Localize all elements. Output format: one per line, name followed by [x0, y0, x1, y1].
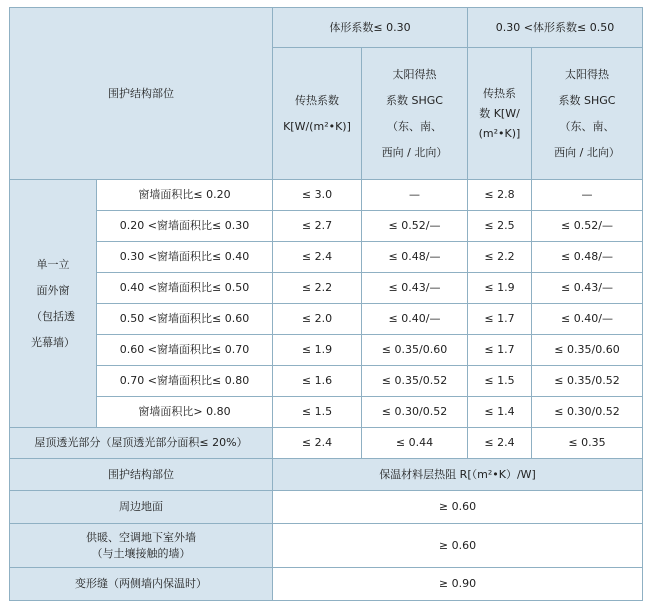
k2-cell: ≤ 1.9: [468, 273, 532, 304]
range-cell: 0.60 <窗墙面积比≤ 0.70: [97, 335, 273, 366]
window-label-line: 光幕墙）: [31, 335, 75, 349]
window-label: [10, 180, 97, 428]
s1-cell: ≤ 0.40/—: [362, 304, 468, 335]
insulation-row-label: [10, 524, 273, 568]
k2-cell: ≤ 1.7: [468, 335, 532, 366]
envelope-requirements-table: [9, 7, 643, 601]
s1-cell: ≤ 0.30/0.52: [362, 397, 468, 428]
header-shgc-2-line: 太阳得热: [565, 67, 609, 81]
insulation-row-value: ≥ 0.90: [273, 568, 643, 601]
header-group-2: 0.30 <体形系数≤ 0.50: [468, 8, 643, 48]
k1-cell: ≤ 2.2: [273, 273, 362, 304]
k2-cell: ≤ 2.8: [468, 180, 532, 211]
range-cell: 窗墙面积比> 0.80: [97, 397, 273, 428]
s2-cell: ≤ 0.30/0.52: [532, 397, 643, 428]
s2-cell: ≤ 0.52/—: [532, 211, 643, 242]
table-row: [10, 211, 643, 242]
roof-label: 屋顶透光部分（屋顶透光部分面积≤ 20%）: [10, 428, 273, 459]
s2-cell: ≤ 0.35/0.52: [532, 366, 643, 397]
table-row: [10, 524, 643, 568]
header-shgc-2-line: 西向 / 北向）: [554, 145, 620, 159]
range-cell: 0.50 <窗墙面积比≤ 0.60: [97, 304, 273, 335]
roof-k1: ≤ 2.4: [273, 428, 362, 459]
k2-cell: ≤ 1.5: [468, 366, 532, 397]
header-shgc-1-line: 系数 SHGC: [386, 93, 443, 107]
header-shgc-1-line: 西向 / 北向）: [381, 145, 448, 159]
insulation-part-label: 围护结构部位: [10, 459, 273, 491]
range-cell: 0.20 <窗墙面积比≤ 0.30: [97, 211, 273, 242]
table-row: [10, 568, 643, 601]
insulation-row-value: ≥ 0.60: [273, 491, 643, 524]
s1-cell: ≤ 0.52/—: [362, 211, 468, 242]
window-label-line: （包括透: [31, 309, 75, 323]
table-row: [10, 397, 643, 428]
k2-cell: ≤ 1.4: [468, 397, 532, 428]
table-row: [10, 273, 643, 304]
insulation-r-label: 保温材料层热阻 R[（m²•K）/W]: [273, 459, 643, 491]
k1-cell: ≤ 2.0: [273, 304, 362, 335]
roof-k2: ≤ 2.4: [468, 428, 532, 459]
roof-s1: ≤ 0.44: [362, 428, 468, 459]
window-label-line: 面外窗: [36, 283, 70, 297]
k1-cell: ≤ 1.9: [273, 335, 362, 366]
header-k-1: [273, 48, 362, 180]
roof-s2: ≤ 0.35: [532, 428, 643, 459]
header-k-2-line: (m²•K)]: [478, 126, 521, 140]
s2-cell: ≤ 0.43/—: [532, 273, 643, 304]
table-row: [10, 304, 643, 335]
k2-cell: ≤ 1.7: [468, 304, 532, 335]
insulation-row-label: 变形缝（两侧墙内保温时）: [10, 568, 273, 601]
table-row: [10, 180, 643, 211]
k1-cell: ≤ 1.6: [273, 366, 362, 397]
header-k-2: [468, 48, 532, 180]
header-k-1-line: K[W/(m²•K)]: [283, 119, 351, 133]
header-k-2-line: 传热系: [483, 86, 516, 100]
range-cell: 0.40 <窗墙面积比≤ 0.50: [97, 273, 273, 304]
table-row: [10, 491, 643, 524]
table-row: [10, 242, 643, 273]
header-k-2-line: 数 K[W/: [479, 106, 520, 120]
header-k-1-line: 传热系数: [295, 93, 339, 107]
range-cell: 0.70 <窗墙面积比≤ 0.80: [97, 366, 273, 397]
s1-cell: ≤ 0.48/—: [362, 242, 468, 273]
k1-cell: ≤ 3.0: [273, 180, 362, 211]
table-row: [10, 335, 643, 366]
insulation-row-label-text: 供暖、空调地下室外墙 （与土壤接触的墙）: [86, 530, 196, 560]
s1-cell: ≤ 0.43/—: [362, 273, 468, 304]
range-cell: 0.30 <窗墙面积比≤ 0.40: [97, 242, 273, 273]
s1-cell: ≤ 0.35/0.60: [362, 335, 468, 366]
s2-cell: ≤ 0.48/—: [532, 242, 643, 273]
insulation-row-label: 周边地面: [10, 491, 273, 524]
s2-cell: ≤ 0.35/0.60: [532, 335, 643, 366]
header-shgc-1: [362, 48, 468, 180]
s1-cell: ≤ 0.35/0.52: [362, 366, 468, 397]
table-row: [10, 366, 643, 397]
header-shgc-2-line: 系数 SHGC: [558, 93, 616, 107]
header-shgc-1-line: （东、南、: [387, 119, 442, 133]
table-row: [10, 428, 643, 459]
table-wrapper: [9, 7, 643, 601]
window-label-line: 单一立: [36, 257, 70, 271]
table-row: [10, 459, 643, 491]
k1-cell: ≤ 1.5: [273, 397, 362, 428]
k1-cell: ≤ 2.7: [273, 211, 362, 242]
header-shgc-2: [532, 48, 643, 180]
header-group-1: 体形系数≤ 0.30: [273, 8, 468, 48]
header-part: 围护结构部位: [10, 8, 273, 180]
range-cell: 窗墙面积比≤ 0.20: [97, 180, 273, 211]
insulation-row-value: ≥ 0.60: [273, 524, 643, 568]
k2-cell: ≤ 2.5: [468, 211, 532, 242]
s2-cell: —: [532, 180, 643, 211]
s1-cell: —: [362, 180, 468, 211]
s2-cell: ≤ 0.40/—: [532, 304, 643, 335]
header-shgc-1-line: 太阳得热: [392, 67, 437, 81]
header-shgc-2-line: （东、南、: [559, 119, 615, 133]
k2-cell: ≤ 2.2: [468, 242, 532, 273]
k1-cell: ≤ 2.4: [273, 242, 362, 273]
